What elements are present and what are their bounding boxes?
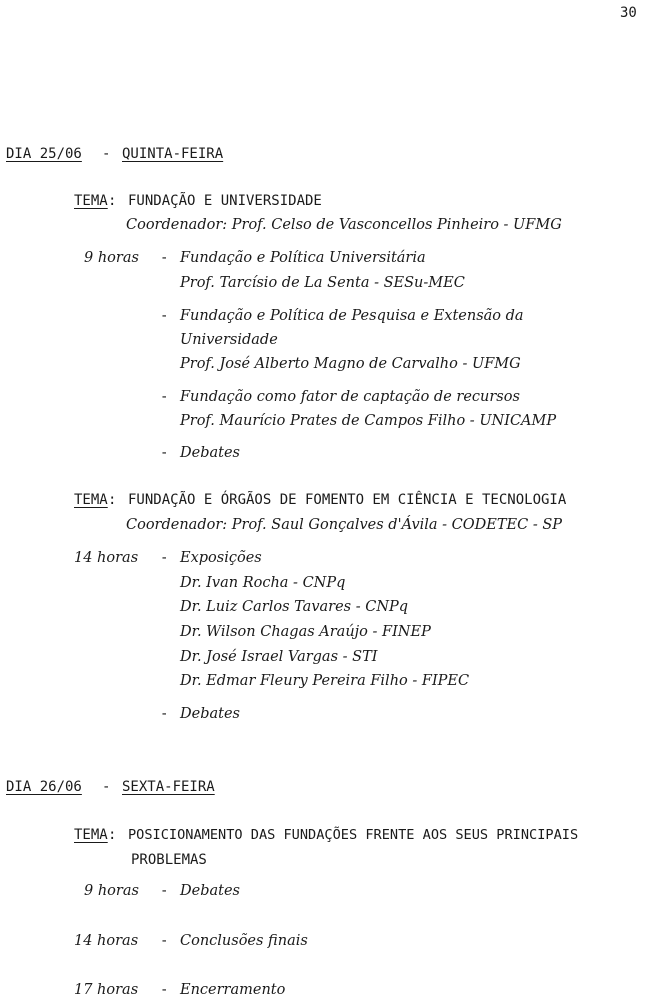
theme-2-title: FUNDAÇÃO E ÓRGÃOS DE FOMENTO EM CIÊNCIA E TECNOLOGIA [128,492,567,508]
item-2-dash: - [160,308,169,324]
schedule-3-dash: - [160,982,169,998]
day-2-weekday: SEXTA-FEIRA [122,779,215,795]
item-3-speaker: Prof. Maurício Prates de Campos Filho - UNICAMP [180,413,557,429]
speaker-5: Dr. Edmar Fleury Pereira Filho - FIPEC [180,673,470,689]
theme-3-title-cont: PROBLEMAS [131,852,207,868]
item-1-dash: - [160,250,169,266]
schedule-1-item: Debates [180,883,240,899]
theme-2-label: TEMA [74,492,108,508]
theme-1-title: FUNDAÇÃO E UNIVERSIDADE [128,193,322,209]
theme-2-debates: Debates [180,706,240,722]
theme-2-coordinator: Coordenador: Prof. Saul Gonçalves d'Ávila - CODETEC - SP [126,517,563,533]
item-4-dash: - [160,445,169,461]
item-1-speaker: Prof. Tarcísio de La Senta - SESu-MEC [180,275,465,291]
speaker-2: Dr. Luiz Carlos Tavares - CNPq [180,599,409,615]
page-number: 30 [620,5,637,21]
theme-1-coordinator: Coordenador: Prof. Celso de Vasconcellos Pinheiro - UFMG [126,217,562,233]
theme-1-label: TEMA [74,193,108,209]
item-1-title: Fundação e Política Universitária [180,250,426,266]
schedule-1-hour: 9 horas [84,883,139,899]
item-3-title: Fundação como fator de captação de recursos [180,389,520,405]
theme-3-title: POSICIONAMENTO DAS FUNDAÇÕES FRENTE AOS SEUS PRINCIPAIS [128,827,579,843]
speaker-4: Dr. José Israel Vargas - STI [180,649,378,665]
schedule-2-item: Conclusões finais [180,933,308,949]
theme-1-hour: 9 horas [84,250,139,266]
theme-2-dash: - [160,550,169,566]
day-1-dash: - [102,146,111,162]
schedule-1-dash: - [160,883,169,899]
item-4-title: Debates [180,445,240,461]
day-2-dash: - [102,779,111,795]
item-2-speaker: Prof. José Alberto Magno de Carvalho - UFMG [180,356,521,372]
theme-2-hour: 14 horas [74,550,139,566]
theme-2-debates-dash: - [160,706,169,722]
day-2-date: DIA 26/06 [6,779,82,795]
item-2-title: Fundação e Política de Pesquisa e Extensão da [180,308,524,324]
speaker-1: Dr. Ivan Rocha - CNPq [180,575,346,591]
schedule-2-dash: - [160,933,169,949]
theme-2-colon: : [108,492,117,508]
speaker-3: Dr. Wilson Chagas Araújo - FINEP [180,624,431,640]
schedule-2-hour: 14 horas [74,933,139,949]
exposicoes-label: Exposições [180,550,262,566]
day-1-weekday: QUINTA-FEIRA [122,146,224,162]
theme-1-colon: : [108,193,117,209]
theme-3-colon: : [108,827,117,843]
day-1-date: DIA 25/06 [6,146,82,162]
item-2-title-cont: Universidade [180,332,278,348]
theme-3-label: TEMA [74,827,108,843]
schedule-3-item: Encerramento [180,982,286,998]
item-3-dash: - [160,389,169,405]
schedule-3-hour: 17 horas [74,982,139,998]
